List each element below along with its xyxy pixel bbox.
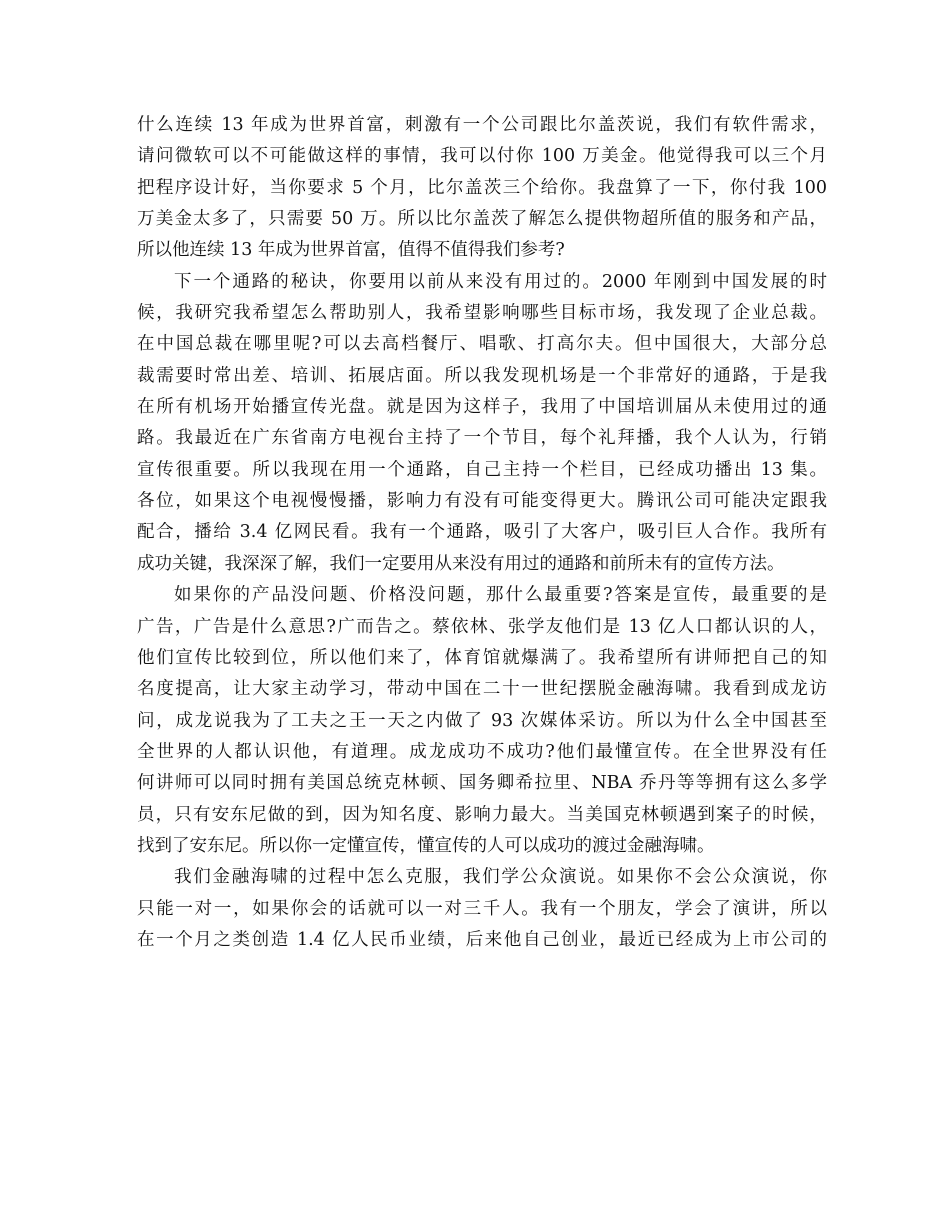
text-line: 路。我最近在广东省南方电视台主持了一个节目，每个礼拜播，我个人认为，行销 — [137, 428, 827, 449]
text-line: 请问微软可以不可能做这样的事情，我可以付你 100 万美金。他觉得我可以三个月 — [137, 146, 827, 167]
text-line: 配合，播给 3.4 亿网民看。我有一个通路，吸引了大客户，吸引巨人合作。我所有 — [137, 522, 827, 543]
paragraph — [137, 267, 827, 580]
text-line: 各位，如果这个电视慢慢播，影响力有没有可能变得更大。腾讯公司可能决定跟我 — [137, 491, 827, 512]
text-line: 裁需要时常出差、培训、拓展店面。所以我发现机场是一个非常好的通路，于是我 — [137, 365, 827, 386]
text-line: 成功关键，我深深了解，我们一定要用从来没有用过的通路和前所未有的宣传方法。 — [137, 553, 785, 574]
text-line: 下一个通路的秘诀，你要用以前从来没有用过的。2000 年刚到中国发展的时 — [174, 271, 827, 292]
paragraph — [137, 862, 827, 956]
text-line: 全世界的人都认识他，有道理。成龙成功不成功?他们最懂宣传。在全世界没有任 — [137, 741, 827, 762]
text-line: 万美金太多了，只需要 50 万。所以比尔盖茨了解怎么提供物超所值的服务和产品， — [137, 209, 827, 230]
text-line: 只能一对一，如果你会的话就可以一对三千人。我有一个朋友，学会了演讲，所以 — [137, 898, 827, 919]
text-line: 什么连续 13 年成为世界首富，刺激有一个公司跟比尔盖茨说，我们有软件需求， — [137, 115, 827, 135]
text-line: 在中国总裁在哪里呢?可以去高档餐厅、唱歌、打高尔夫。但中国很大，大部分总 — [137, 334, 827, 355]
text-line: 何讲师可以同时拥有美国总统克林顿、国务卿希拉里、NBA 乔丹等等拥有这么多学 — [137, 773, 827, 794]
text-line: 在所有机场开始播宣传光盘。就是因为这样子，我用了中国培训届从未使用过的通 — [137, 397, 827, 418]
text-line: 候，我研究我希望怎么帮助别人，我希望影响哪些目标市场，我发现了企业总裁。 — [137, 303, 827, 324]
text-line: 问，成龙说我为了工夫之王一天之内做了 93 次媒体采访。所以为什么全中国甚至 — [137, 710, 827, 731]
text-line: 在一个月之类创造 1.4 亿人民币业绩，后来他自己创业，最近已经成为上市公司的 — [137, 929, 827, 950]
text-line: 把程序设计好，当你要求 5 个月，比尔盖茨三个给你。我盘算了一下，你付我 100 — [137, 177, 827, 198]
paragraph — [137, 110, 827, 267]
text-line: 所以他连续 13 年成为世界首富，值得不值得我们参考? — [137, 240, 565, 261]
document-body — [137, 110, 827, 956]
text-line: 员，只有安东尼做的到，因为知名度、影响力最大。当美国克林顿遇到案子的时候， — [137, 804, 827, 825]
text-line: 如果你的产品没问题、价格没问题，那什么最重要?答案是宣传，最重要的是 — [174, 585, 827, 606]
text-line: 宣传很重要。所以我现在用一个通路，自己主持一个栏目，已经成功播出 13 集。 — [137, 459, 827, 480]
paragraph — [137, 580, 827, 862]
text-line: 找到了安东尼。所以你一定懂宣传，懂宣传的人可以成功的渡过金融海啸。 — [137, 835, 715, 856]
text-line: 他们宣传比较到位，所以他们来了，体育馆就爆满了。我希望所有讲师把自己的知 — [137, 647, 827, 668]
text-line: 名度提高，让大家主动学习，带动中国在二十一世纪摆脱金融海啸。我看到成龙访 — [137, 679, 827, 700]
text-line: 广告，广告是什么意思?广而告之。蔡依林、张学友他们是 13 亿人口都认识的人， — [137, 616, 827, 637]
text-line: 我们金融海啸的过程中怎么克服，我们学公众演说。如果你不会公众演说，你 — [174, 867, 827, 888]
